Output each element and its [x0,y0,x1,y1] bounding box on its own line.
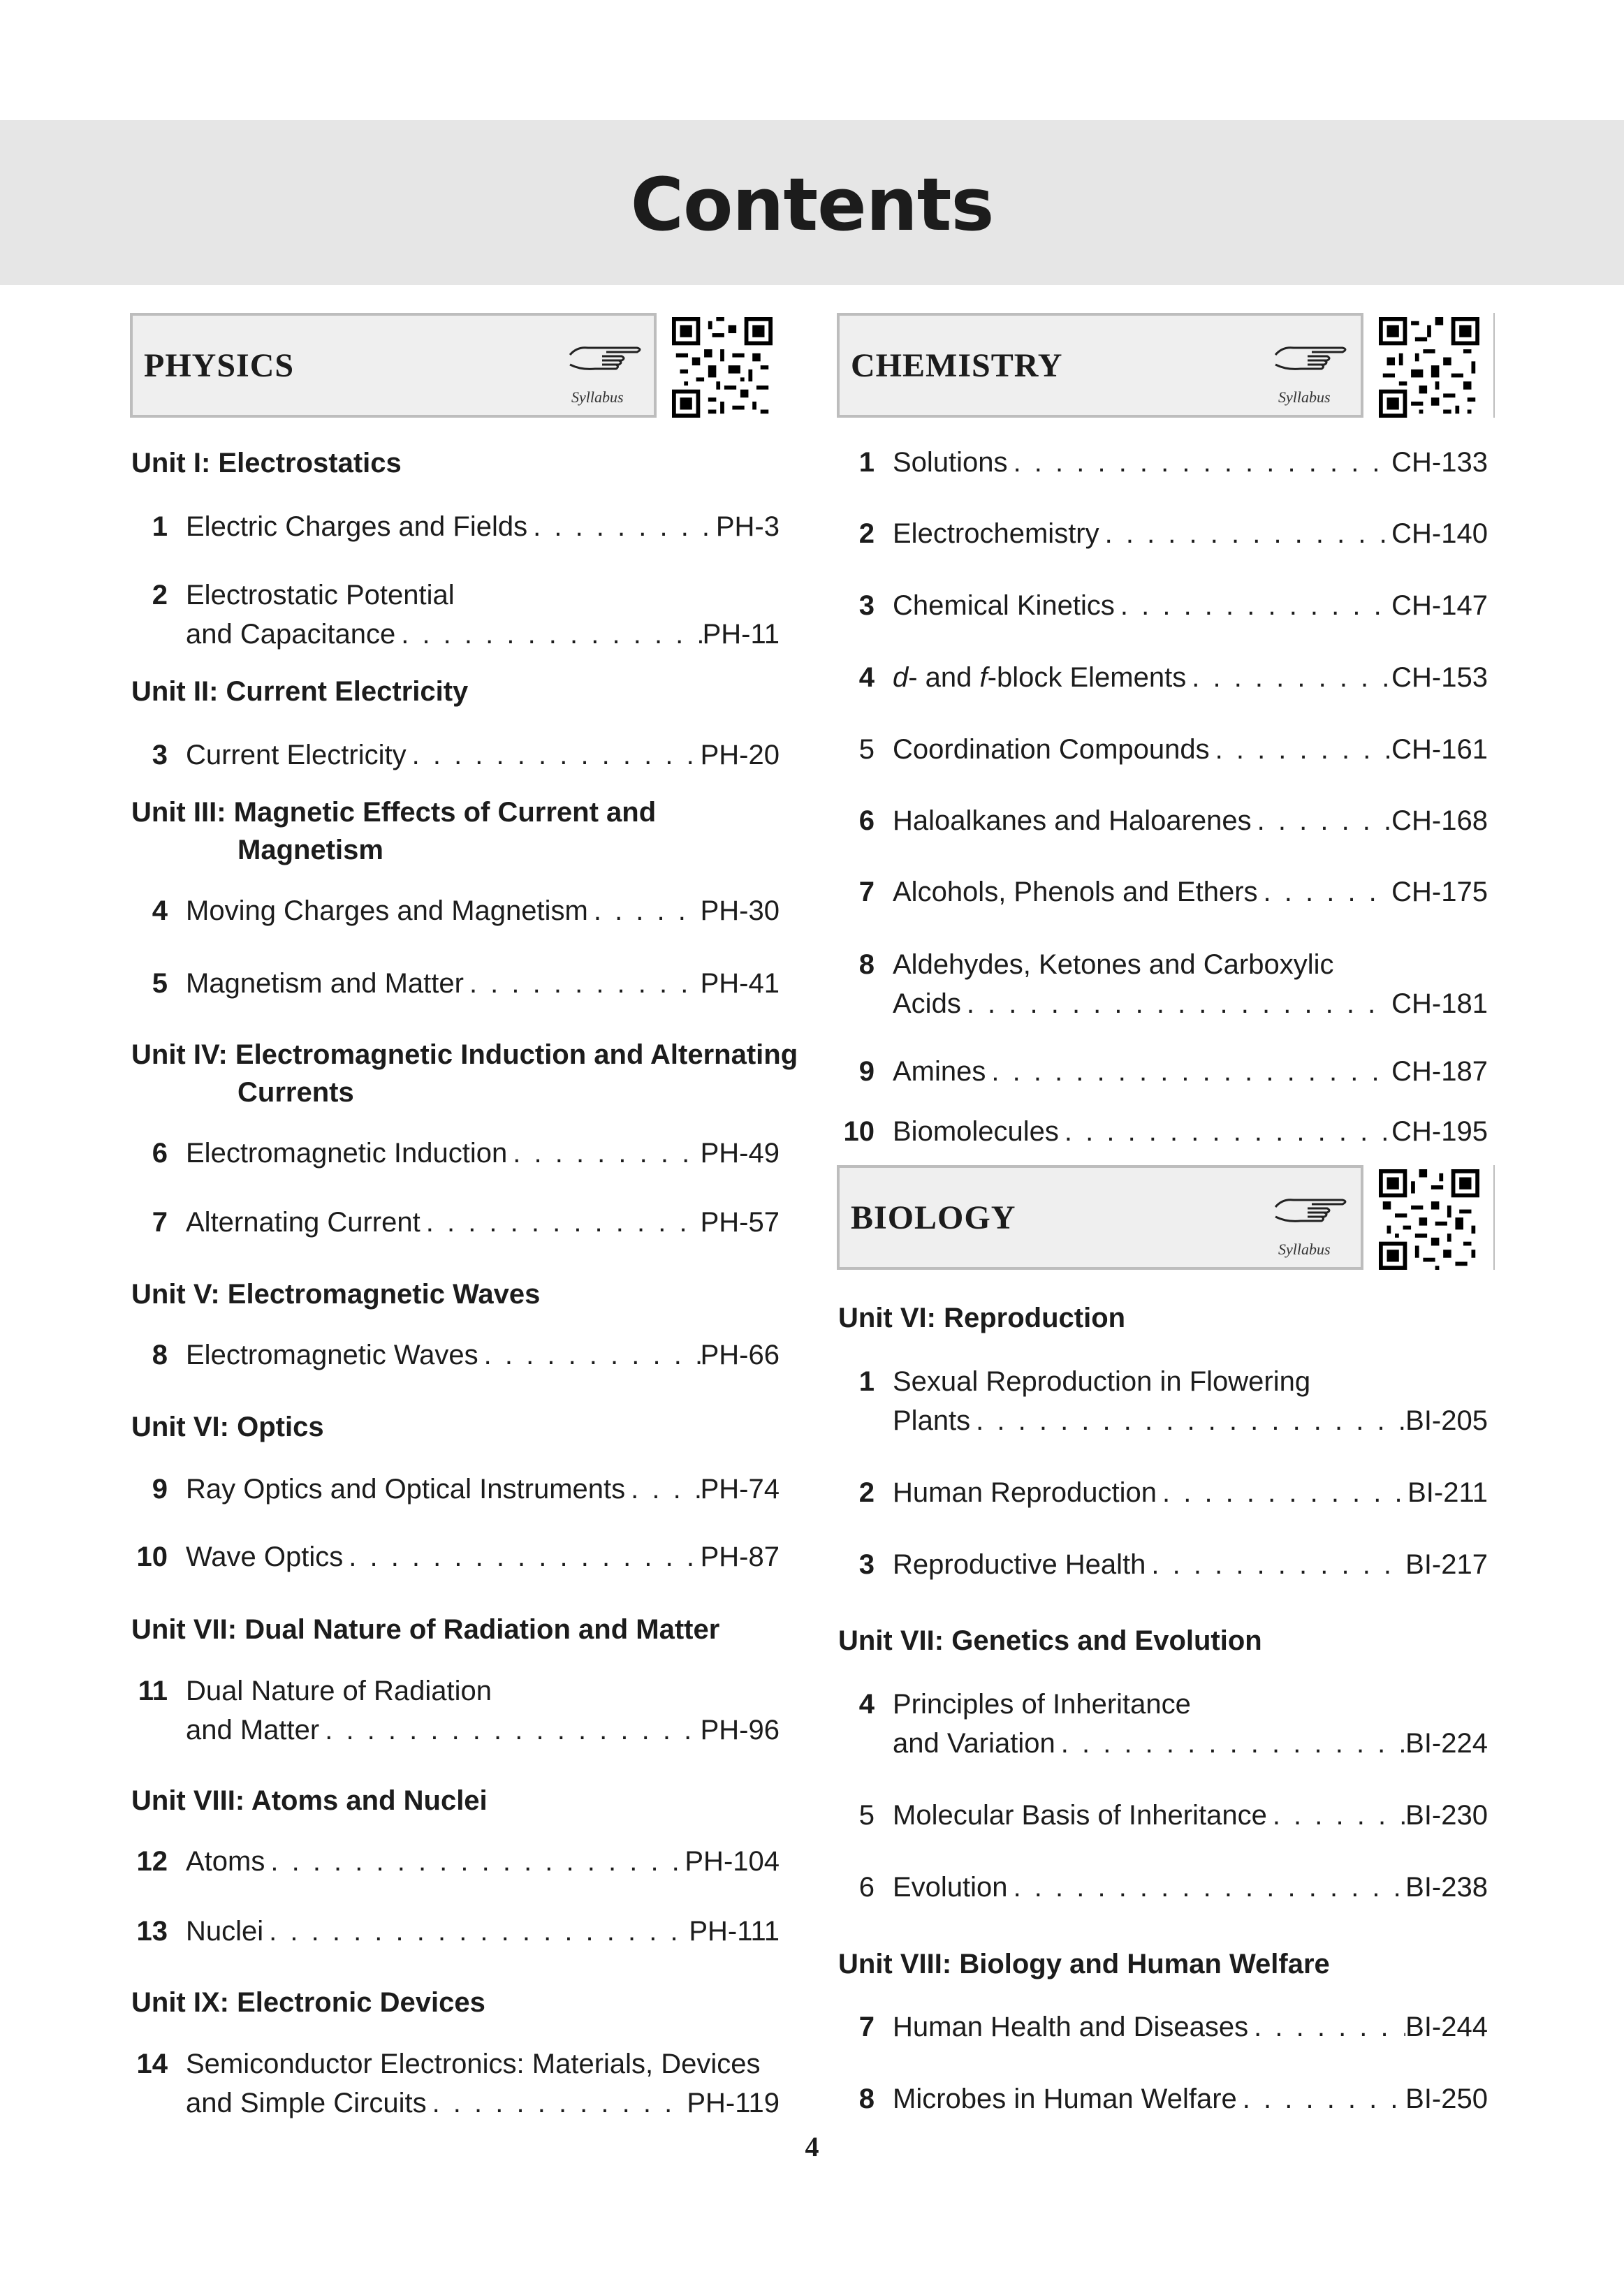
page-ref: PH-57 [700,1207,780,1238]
chapter-number: 4 [152,895,168,926]
chapter-number: 5 [152,968,168,999]
page-ref: BI-211 [1407,1477,1488,1508]
chemistry-qr-frame [1361,313,1493,418]
chapter-title: Biomolecules [893,1116,1059,1147]
chapter-title: Chemical Kinetics [893,590,1115,621]
chapter-number: 9 [152,1474,168,1505]
page-ref: CH-153 [1391,662,1488,693]
chapter-number: 3 [152,740,168,770]
chemistry-syllabus-label: Syllabus [1278,388,1331,406]
page-ref: PH-87 [700,1542,780,1572]
page-ref: PH-11 [702,619,780,650]
chapter-number: 2 [152,580,168,610]
chapter-number: 13 [136,1916,168,1947]
physics-section-header [130,313,787,418]
chapter-title: Electrostatic Potential [186,580,455,610]
chemistry-section-header [837,313,1495,418]
chapter-title: Aldehydes, Ketones and Carboxylic [893,949,1334,980]
biology-qr-frame [1361,1165,1493,1270]
page-ref: CH-133 [1391,447,1488,478]
chapter-title: Electromagnetic Waves [186,1340,478,1370]
chapter-number: 5 [858,1800,875,1831]
physics-title: PHYSICS [144,347,295,384]
chapter-number: 10 [136,1542,168,1572]
chapter-title: Electromagnetic Induction [186,1138,508,1169]
unit-heading-cont: Magnetism [237,835,383,865]
chapter-number: 14 [136,2049,168,2079]
biology-qr-code-icon[interactable] [1379,1169,1479,1270]
chapter-title: Sexual Reproduction in Flowering [893,1366,1311,1397]
page-ref: CH-168 [1391,805,1488,836]
chapter-title: Electric Charges and Fields [186,511,528,542]
chapter-number: 8 [858,2084,875,2114]
chapter-number: 3 [858,590,875,621]
chapter-title: Principles of Inheritance [893,1689,1191,1720]
chapter-title: Microbes in Human Welfare [893,2084,1237,2114]
chapter-title-part: - and [908,662,980,693]
chapter-title-italic-f: f [979,662,988,693]
chapter-number: 12 [136,1846,168,1877]
page-ref: BI-238 [1405,1872,1488,1903]
unit-heading: Unit IX: Electronic Devices [131,1987,485,2018]
chapter-number: 10 [843,1116,875,1147]
pointing-hand-icon [1273,337,1349,379]
chapter-number: 8 [858,949,875,980]
page-ref: CH-187 [1391,1056,1488,1087]
chapter-number: 8 [152,1340,168,1370]
chapter-number: 11 [138,1676,168,1706]
page-ref: PH-3 [715,511,780,542]
chapter-title: Human Health and Diseases [893,2012,1249,2042]
chemistry-qr-code-icon[interactable] [1379,317,1479,418]
unit-heading: Unit V: Electromagnetic Waves [131,1279,541,1310]
biology-section-header [837,1165,1495,1270]
title-banner [0,120,1624,285]
unit-heading: Unit VI: Reproduction [838,1303,1126,1333]
page-ref: PH-104 [685,1846,780,1877]
chapter-title: Coordination Compounds [893,734,1210,765]
chapter-title: Solutions [893,447,1008,478]
unit-heading: Unit VIII: Atoms and Nuclei [131,1785,488,1816]
chapter-title: Reproductive Health [893,1549,1146,1580]
chapter-title: Magnetism and Matter [186,968,464,999]
unit-heading: Unit VII: Dual Nature of Radiation and Matter [131,1614,720,1645]
page-ref: PH-119 [687,2088,780,2118]
chapter-title: Moving Charges and Magnetism [186,895,588,926]
biology-title: BIOLOGY [851,1199,1016,1236]
chapter-title-cont: Acids [893,988,961,1019]
page-ref: PH-30 [700,895,780,926]
chapter-title: Haloalkanes and Haloarenes [893,805,1252,836]
page-ref: PH-74 [700,1474,780,1505]
page-ref: BI-250 [1405,2084,1488,2114]
page-ref: BI-205 [1405,1405,1488,1436]
chapter-number: 9 [858,1056,875,1087]
physics-qr-frame [654,313,787,418]
page-ref: PH-66 [700,1340,780,1370]
page-number: 4 [805,2131,819,2162]
chapter-number: 3 [858,1549,875,1580]
chapter-number: 4 [858,662,875,693]
page-ref: CH-140 [1391,518,1488,549]
physics-qr-code-icon[interactable] [672,317,773,418]
page-ref: PH-41 [700,968,780,999]
unit-heading: Unit VIII: Biology and Human Welfare [838,1949,1330,1979]
chapter-title: Electrochemistry [893,518,1099,549]
chapter-title-part: -block Elements [987,662,1187,693]
chapter-title: Ray Optics and Optical Instruments [186,1474,626,1505]
unit-heading: Unit I: Electrostatics [131,448,402,478]
chapter-number: 6 [858,1872,875,1903]
chapter-number: 6 [858,805,875,836]
page-ref: CH-147 [1391,590,1488,621]
page-ref: CH-181 [1391,988,1488,1019]
page-title: Contents [630,162,994,247]
page-ref: CH-161 [1391,734,1488,765]
page-ref: PH-96 [700,1715,780,1745]
chapter-title: Semiconductor Electronics: Materials, Devices [186,2049,761,2079]
page-ref: BI-244 [1405,2012,1488,2042]
chapter-title: Alcohols, Phenols and Ethers [893,877,1258,907]
chapter-number: 2 [858,518,875,549]
unit-heading: Unit III: Magnetic Effects of Current and [131,797,657,828]
chapter-number: 1 [152,511,168,542]
chapter-title-cont: and Capacitance [186,619,396,650]
chapter-number: 7 [858,877,875,907]
chapter-title: Alternating Current [186,1207,420,1238]
page-ref: BI-217 [1405,1549,1488,1580]
chapter-number: 7 [152,1207,168,1238]
chapter-title-cont: Plants [893,1405,971,1436]
page-ref: CH-175 [1391,877,1488,907]
chapter-title: Evolution [893,1872,1008,1903]
page-ref: PH-111 [689,1916,780,1947]
page-ref: BI-224 [1405,1728,1488,1759]
chapter-title: Amines [893,1056,986,1087]
chemistry-title: CHEMISTRY [851,347,1063,384]
chapter-number: 5 [858,734,875,765]
unit-heading: Unit II: Current Electricity [131,676,469,707]
chapter-number: 1 [858,1366,875,1397]
chapter-title-cont: and Variation [893,1728,1055,1759]
pointing-hand-icon [567,337,644,379]
unit-heading: Unit IV: Electromagnetic Induction and Alternating [131,1039,798,1070]
biology-syllabus-label: Syllabus [1278,1240,1331,1258]
chapter-title: Nuclei [186,1916,264,1947]
chapter-title: Dual Nature of Radiation [186,1676,492,1706]
page-ref: BI-230 [1405,1800,1488,1831]
chapter-title: Molecular Basis of Inheritance [893,1800,1267,1831]
page-ref: PH-20 [700,740,780,770]
page-ref: CH-195 [1391,1116,1488,1147]
unit-heading: Unit VI: Optics [131,1412,324,1442]
chapter-number: 4 [858,1689,875,1720]
chapter-title: Human Reproduction [893,1477,1157,1508]
page-ref: PH-49 [700,1138,780,1169]
chapter-title-cont: and Matter [186,1715,320,1745]
pointing-hand-icon [1273,1189,1349,1231]
chapter-number: 1 [858,447,875,478]
chapter-title: Atoms [186,1846,265,1877]
physics-syllabus-label: Syllabus [571,388,624,406]
chapter-title: Current Electricity [186,740,407,770]
unit-heading-cont: Currents [237,1077,354,1108]
chapter-number: 2 [858,1477,875,1508]
unit-heading: Unit VII: Genetics and Evolution [838,1625,1262,1656]
chapter-title-cont: and Simple Circuits [186,2088,427,2118]
chapter-number: 6 [152,1138,168,1169]
chapter-number: 7 [858,2012,875,2042]
chapter-title: Wave Optics [186,1542,344,1572]
chapter-title-italic-d: d [893,662,909,693]
